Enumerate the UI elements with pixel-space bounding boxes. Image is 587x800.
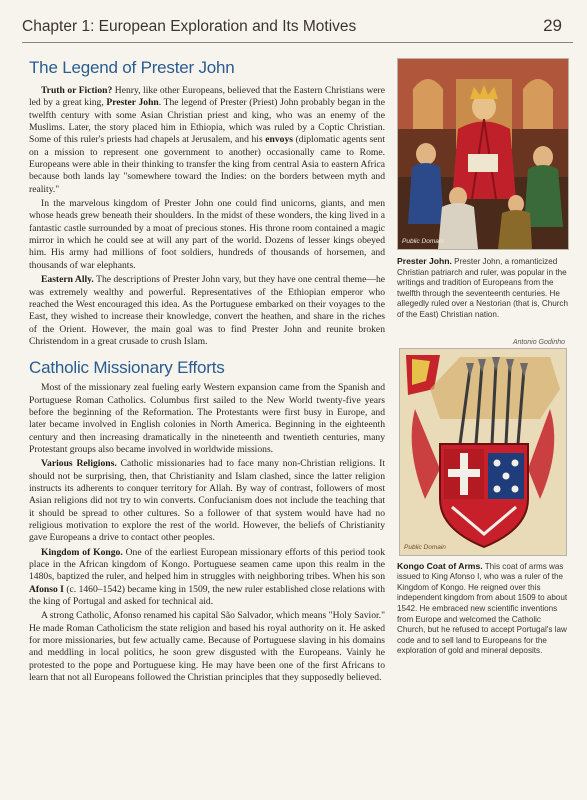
paragraph-text: . The legend of Prester (Priest) John probably began in the twelfth century with some Asian Christian priest and king, who was an enemy of the Muslims. Later, the story placed him in Ethiopia, which was ruled by a Coptic Christian. Some of this ruler's priests had chapels at Jerusalem, and his (29, 97, 385, 146)
paragraph-lead: Kingdom of Kongo. (41, 546, 123, 558)
paragraph-text: Catholic missionaries had to face many non-Christian religions. It should not be surprising, then, that Christianity and Islam clashed, since the latter religion instructs its adherents to conquer territory for Allah. By way of contrast, followers of most Asian religions did not try to win converts. Confucianism does not include the teaching that it should be spread to other cultures. So a follower of that system would have had no religious motivation to explore the rest of the world. However, the beliefs of Christianity gave Europeans a drive to contact other peoples. (29, 458, 386, 544)
kongo-coat-of-arms-illustration (399, 348, 567, 556)
paragraph-lead: Various Religions. (41, 458, 117, 470)
paragraph-afonso: A strong Catholic, Afonso renamed his capital São Salvador, which means "Holy Savior." He made Roman Catholicism the state religion and based his royal authority on it. He asked for more missionaries, but few actually came. Because of Portuguese slaving in his domains and meddling in local politics, he soon grew disgusted with the Europeans. Vainly he protested to the pope and Portuguese king. He may have been one of the first Africans to learn that not all Europeans followed the Christian principles that they supposedly believed. (29, 610, 385, 684)
caption-title: Kongo Coat of Arms. (397, 560, 483, 571)
paragraph-eastern-ally (29, 274, 385, 348)
image-credit: Public Domain (404, 543, 446, 551)
main-text-column (29, 58, 385, 684)
paragraph-text: One of the earliest European missionary efforts of this period took place in the African kingdom of Kongo. Portuguese seamen came upon this realm in the 1480s, baptized the ruler, and helped him in struggles with neighboring tribes. When his son (29, 546, 385, 583)
sidebar (397, 58, 569, 657)
artist-credit: Antonio Godinho (512, 338, 565, 346)
paragraph-text: (diplomatic agents sent on a mission to represent one government to another) occasionally came to Rome. Europeans were able in their thinking to transfer the king from central Asia to eastern Africa because both lands lay "somewhere toward the Indies: on the borders between myth and reality." (29, 134, 385, 195)
chapter-title: Chapter 1: European Exploration and Its Motives (22, 18, 357, 35)
caption-kongo-coat-of-arms (397, 561, 569, 657)
image-credit: Public Domain (402, 238, 444, 245)
paragraph-text: The descriptions of Prester John vary, but they have one central theme—he was extremely wealthy and powerful. Representatives of the Ethiopian emperor who reached the West encouraged this idea. As the Portuguese embarked on their voyages to the East, they wished to increase their knowledge, convert the heathen, and share in the riches of the Orient. However, the main goal was to find Prester John and reunite broken Christendom in a great crusade to crush Islam. (29, 274, 385, 347)
page-header (22, 16, 562, 42)
page-number: 29 (543, 16, 562, 35)
caption-title: Prester John. (397, 256, 452, 266)
header-divider (22, 42, 573, 43)
caption-text: Prester John, a romanticized Christian patriarch and ruler, was popular in the writings and tradition of Europeans from the twelfth through the seventeenth centuries. He allegedly ruled over a Nestorian (that is, Church of the East) Christian nation. (397, 257, 568, 319)
caption-prester-john (397, 256, 569, 321)
key-term: Afonso I (29, 583, 64, 595)
paragraph-text: Henry, like other Europeans, believed that the Eastern Christians were led by a great king, (29, 85, 385, 109)
key-term: envoys (265, 134, 293, 146)
paragraph-lead: Eastern Ally. (41, 274, 94, 286)
section-heading-prester-john: The Legend of Prester John (29, 58, 235, 77)
paragraph-truth-or-fiction (29, 85, 385, 196)
paragraph-kingdom-of-kongo (29, 547, 385, 609)
prester-john-illustration (397, 58, 569, 250)
paragraph-marvelous-kingdom: In the marvelous kingdom of Prester John one could find unicorns, giants, and men whose heads grew beneath their shoulders. In the midst of these wonders, the king lived in a fantastic castle surrounded by a moat of precious stones. His throne room contained a magic mirror in which he could see at will any part of the world. Dozens of lesser kings obeyed him. His army had millions of foot soldiers, hundreds of thousands of horsemen, and thousands of war elephants. (29, 198, 385, 271)
paragraph-lead: Truth or Fiction? (41, 85, 113, 96)
caption-text: This coat of arms was issued to King Afonso I, who was a ruler of the Kingdom of Kongo. He reigned over this independent kingdom from about 1509 to about 1542. He embraced new scientific inventions from Europe and welcomed the Catholic Church, but he refused to accept Portugal's law code and to sell land to Europeans for the exploration of gold and mineral deposits. (397, 561, 568, 656)
kongo-coat-of-arms-image (400, 349, 566, 555)
paragraph-missionary-zeal: Most of the missionary zeal fueling early Western expansion came from the Spanish and Portuguese Roman Catholics. Columbus first sailed to the New World twenty-five years before the beginning of the Reformation. The Protestants were first busy in Europe, and later became involved in English colonies in North America. Beginning in the eighteenth century and then increasing dramatically in the nineteenth and twentieth centuries, many Protestant groups also became involved in worldwide missions. (29, 382, 385, 455)
key-term: Prester John (106, 97, 159, 109)
paragraph-various-religions (29, 458, 385, 544)
prester-john-painting (398, 59, 568, 249)
paragraph-text: (c. 1460–1542) became king in 1509, the new ruler established close relations with the king of Portugal and asked for technical aid. (29, 583, 385, 608)
section-heading-catholic-missionary: Catholic Missionary Efforts (29, 358, 225, 378)
